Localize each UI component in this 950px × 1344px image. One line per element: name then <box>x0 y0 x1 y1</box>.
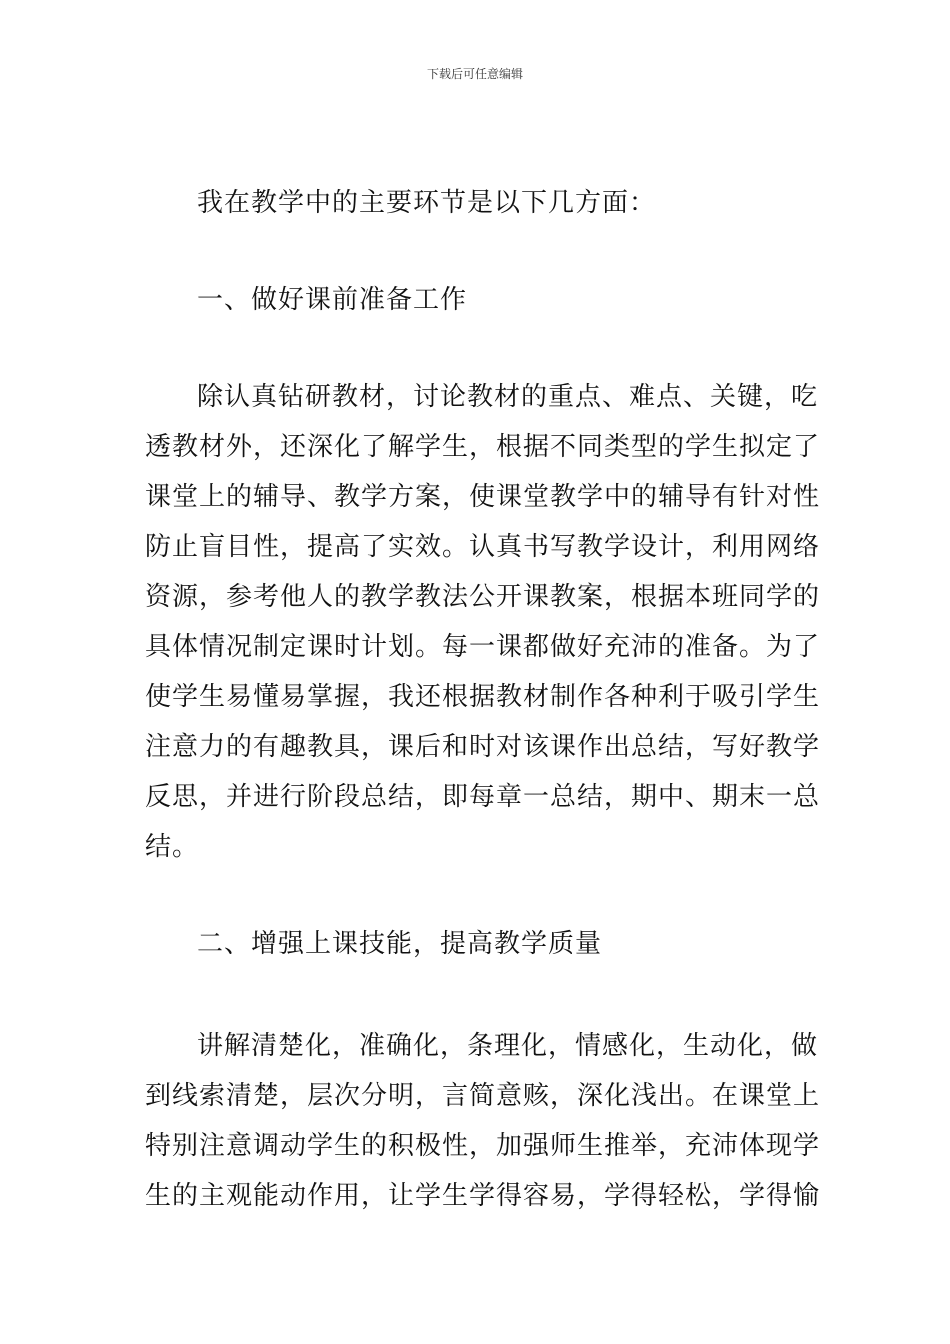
text-line: 使学生易懂易掌握，我还根据教材制作各种利于吸引学生 <box>145 682 821 712</box>
text-line: 资源，参考他人的教学教法公开课教案，根据本班同学的 <box>145 582 821 612</box>
text-line: 反思，并进行阶段总结，即每章一总结，期中、期末一总 <box>145 782 821 812</box>
text-line: 注意力的有趣教具，课后和时对该课作出总结，写好教学 <box>145 732 821 762</box>
document-body <box>145 178 821 1221</box>
text-line: 结。 <box>145 832 200 862</box>
section-heading-2 <box>145 919 810 969</box>
section-2-paragraph <box>145 1021 821 1221</box>
page-header: 下载后可任意编辑 <box>426 67 523 81</box>
text-line: 防止盲目性，提高了实效。认真书写教学设计，利用网络 <box>145 532 821 562</box>
text-line: 到线索清楚，层次分明，言简意赅，深化浅出。在课堂上 <box>145 1081 821 1111</box>
text-line: 课堂上的辅导、教学方案，使课堂教学中的辅导有针对性 <box>145 482 821 512</box>
text-line: 除认真钻研教材，讨论教材的重点、难点、关键，吃 <box>197 382 819 412</box>
section-heading-1 <box>145 275 810 325</box>
text-line: 一、做好课前准备工作 <box>197 285 468 315</box>
intro-paragraph <box>145 178 810 228</box>
text-line: 我在教学中的主要环节是以下几方面： <box>197 188 657 218</box>
text-line: 透教材外，还深化了解学生，根据不同类型的学生拟定了 <box>145 432 821 462</box>
text-line: 二、增强上课技能，提高教学质量 <box>197 929 603 959</box>
section-1-paragraph <box>145 372 821 872</box>
text-line: 生的主观能动作用，让学生学得容易，学得轻松，学得愉 <box>145 1181 821 1211</box>
text-line: 讲解清楚化，准确化，条理化，情感化，生动化，做 <box>197 1031 819 1061</box>
text-line: 具体情况制定课时计划。每一课都做好充沛的准备。为了 <box>145 632 821 662</box>
text-line: 特别注意调动学生的积极性，加强师生推举，充沛体现学 <box>145 1131 821 1161</box>
